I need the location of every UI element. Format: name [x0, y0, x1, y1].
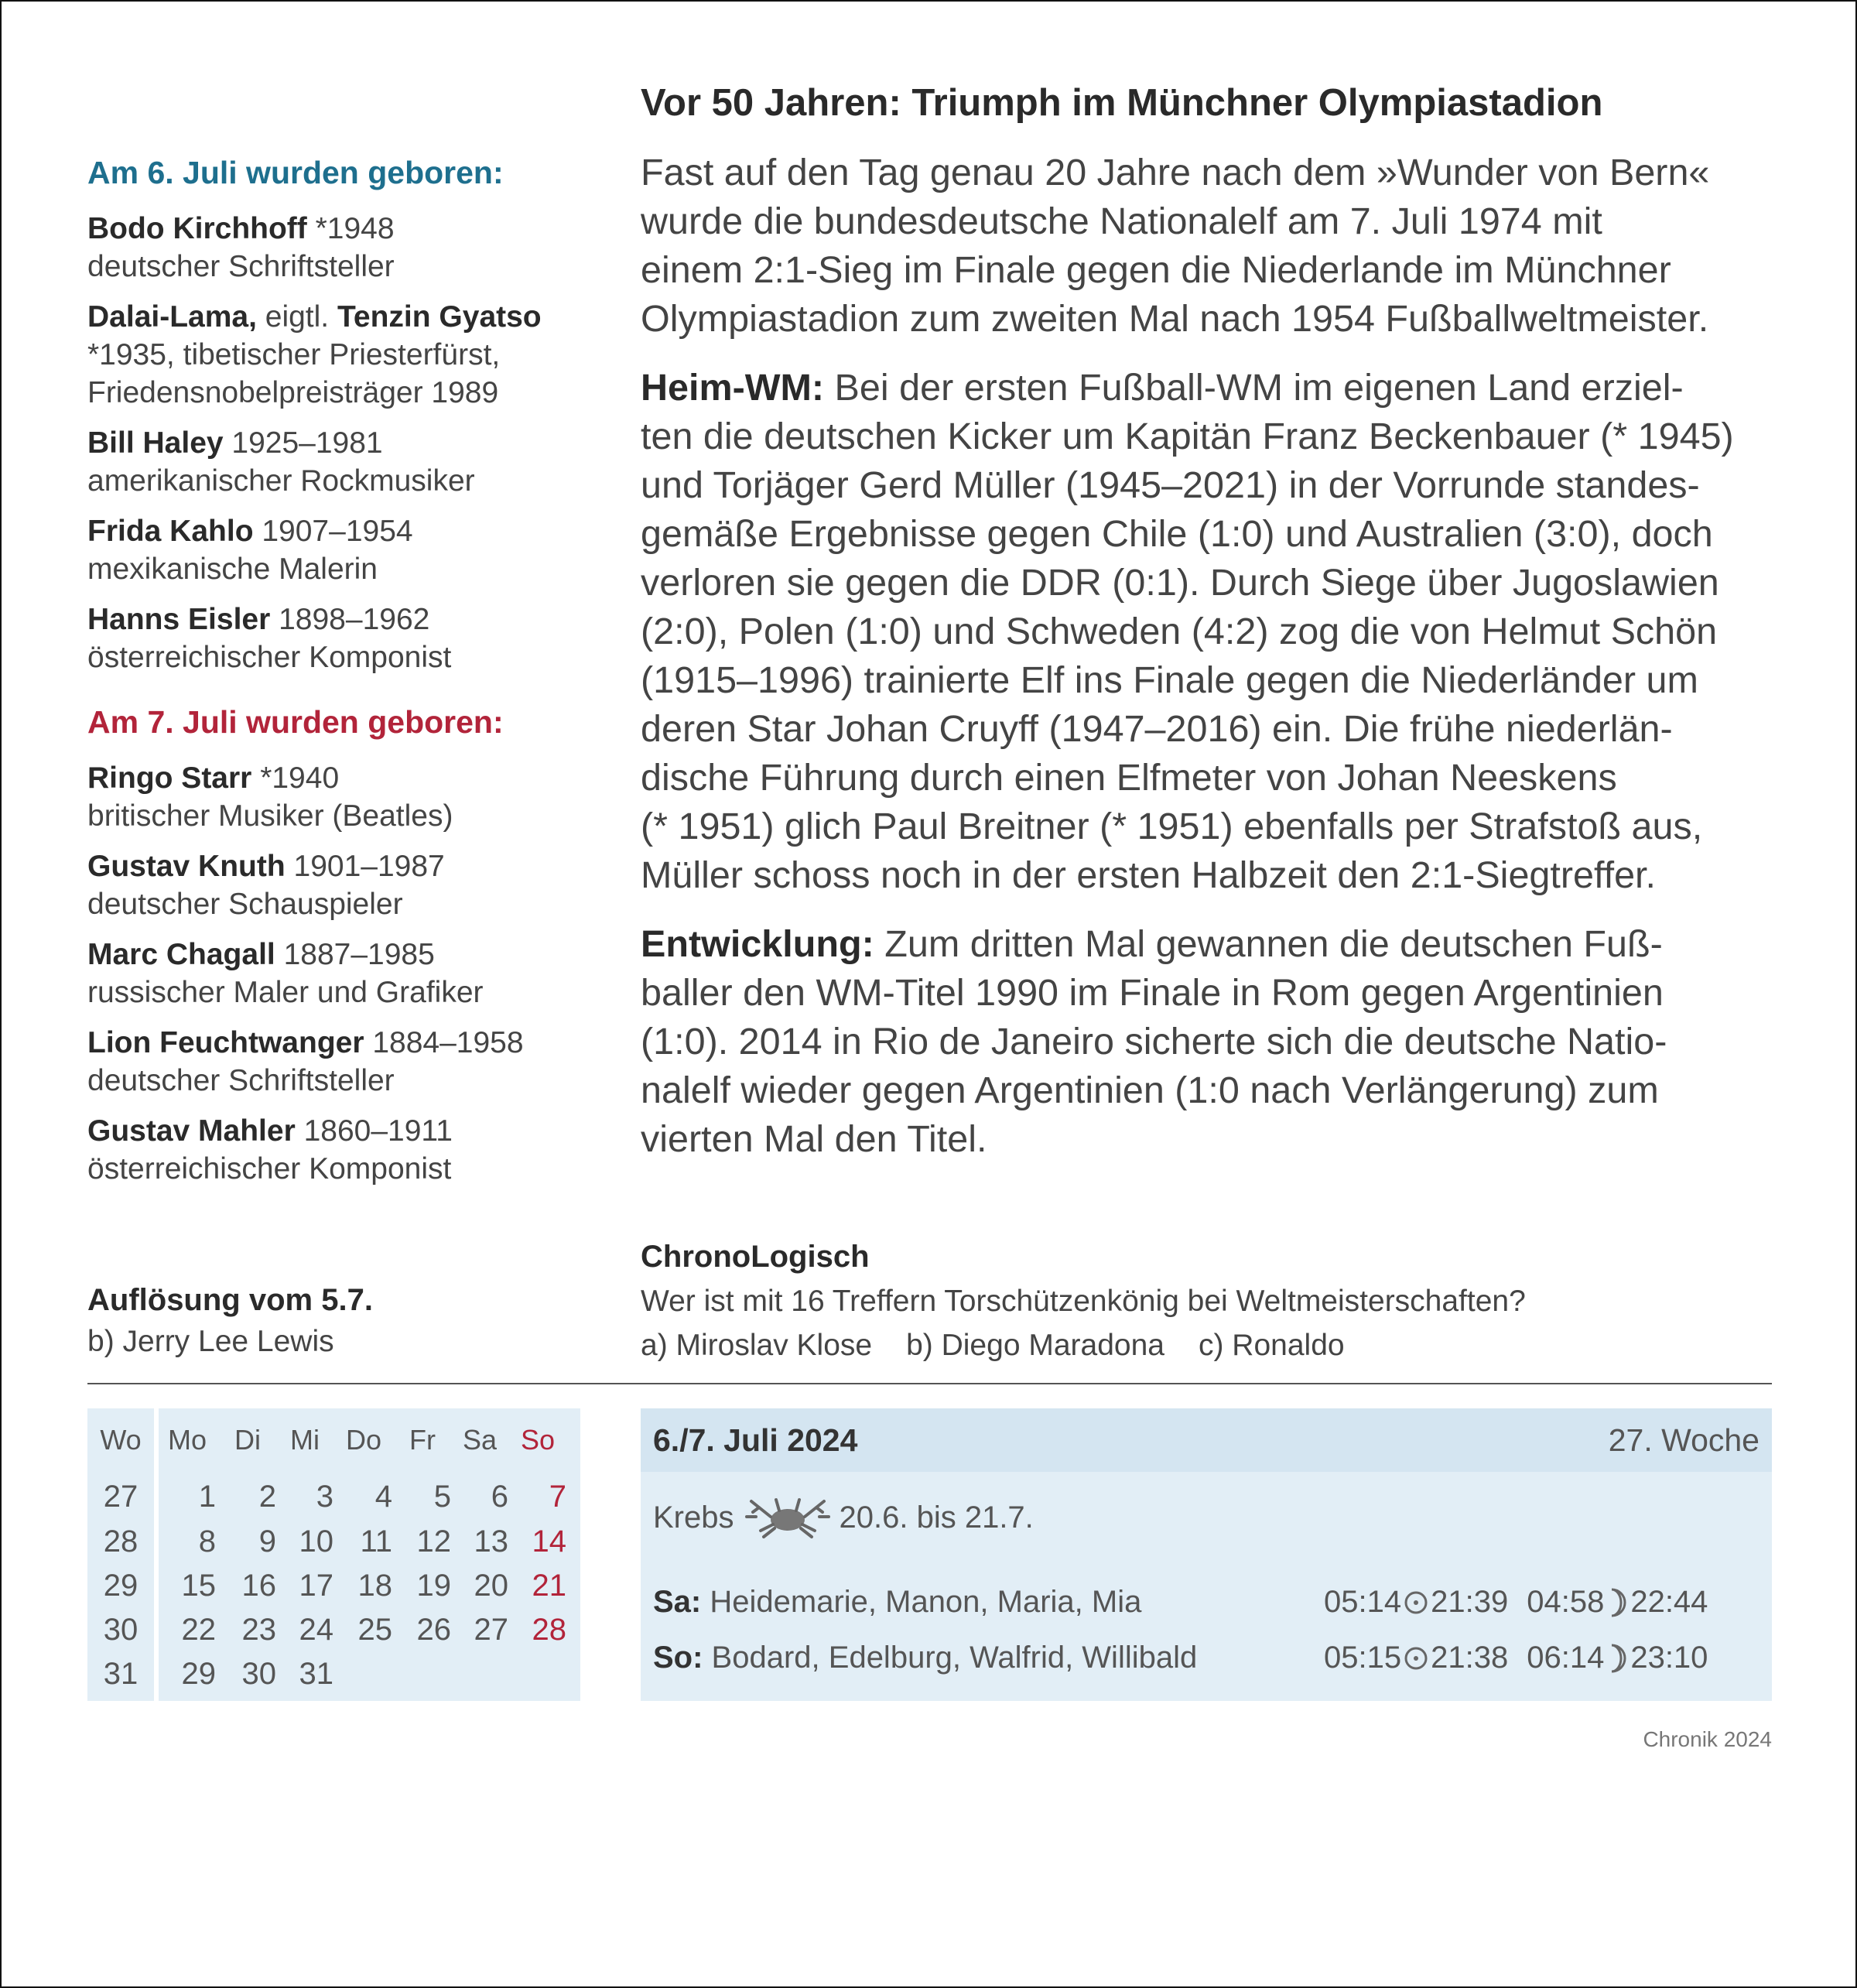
sunset-time: 21:38 [1431, 1641, 1509, 1675]
calendar-day: 25 [357, 1613, 392, 1647]
calendar-day: 4 [374, 1480, 392, 1514]
person-name: Lion Feuchtwanger [87, 1026, 364, 1059]
moonset-time: 22:44 [1630, 1585, 1708, 1619]
calendar-day: 2 [258, 1480, 276, 1514]
text-line [641, 920, 1772, 969]
article-title: Vor 50 Jahren: Triumph im Münchner Olympiastadion [641, 82, 1603, 124]
text-line [641, 364, 1772, 412]
calendar-day: 17 [299, 1569, 333, 1603]
saturday-sun-moon [1324, 1585, 1708, 1620]
calendar-day: 27 [474, 1613, 508, 1647]
calendar-day: 14 [532, 1524, 566, 1559]
calendar-header-fr: Fr [409, 1424, 436, 1456]
text-line: einem 2:1-Sieg im Finale gegen die Niederlande im Münchner [641, 249, 1671, 291]
text-line: (2:0), Polen (1:0) und Schweden (4:2) zog die von Helmut Schön [641, 611, 1718, 652]
article [641, 77, 1772, 1184]
calendar-day: 6 [491, 1480, 508, 1514]
calendar-day: 5 [433, 1480, 451, 1514]
person-dates: 1907–1954 [253, 515, 413, 548]
text-line: nalelf wieder gegen Argentinien (1:0 nach Verlängerung) zum [641, 1069, 1659, 1111]
person-description: österreichischer Komponist [87, 641, 452, 674]
calendar-week-number: 30 [103, 1613, 139, 1647]
person-description: amerikanischer Rockmusiker [87, 464, 475, 498]
person-name: Bill Haley [87, 426, 224, 460]
born-july6-heading: Am 6. Juli wurden geboren: [87, 155, 504, 190]
text-fragment: Zum dritten Mal gewannen die deutschen Fuß- [874, 923, 1663, 965]
info-date: 6./7. Juli 2024 [653, 1422, 858, 1458]
calendar-day: 10 [299, 1524, 333, 1559]
calendar-header-di: Di [234, 1424, 261, 1456]
paragraph-label: Heim-WM: [641, 367, 825, 409]
text-line: wurde die bundesdeutsche Nationalelf am 7. Juli 1974 mit [641, 200, 1602, 242]
text-line: (1:0). 2014 in Rio de Janeiro sicherte sich die deutsche Natio- [641, 1021, 1667, 1062]
quiz-question: Wer ist mit 16 Treffern Torschützenkönig bei Weltmeisterschaften? [641, 1285, 1526, 1318]
person-description: britischer Musiker (Beatles) [87, 799, 453, 833]
calendar-day: 8 [198, 1524, 216, 1559]
paragraph-label: Entwicklung: [641, 923, 874, 965]
person-description: russischer Maler und Grafiker [87, 976, 484, 1009]
moon-icon [1606, 1643, 1629, 1674]
calendar-day: 1 [198, 1480, 216, 1514]
calendar-header-wo: Wo [100, 1424, 142, 1456]
moonset-time: 23:10 [1630, 1641, 1708, 1675]
calendar-day: 31 [299, 1657, 333, 1691]
person-description: österreichischer Komponist [87, 1152, 452, 1186]
person-description: *1935, tibetischer Priesterfürst, [87, 338, 501, 371]
person-description: deutscher Schriftsteller [87, 250, 395, 283]
person-entry [87, 759, 598, 835]
person-dates: 1898–1962 [270, 603, 430, 636]
person-name: Hanns Eisler [87, 603, 271, 636]
person-name: Marc Chagall [87, 938, 275, 971]
quiz-heading: ChronoLogisch [641, 1240, 870, 1274]
moonrise-time: 04:58 [1527, 1585, 1605, 1619]
person-name: Gustav Knuth [87, 850, 286, 883]
text-line: (* 1951) glich Paul Breitner (* 1951) ebenfalls per Strafstoß aus, [641, 806, 1703, 847]
article-paragraph-entwicklung [641, 920, 1772, 1164]
calendar-header-mo: Mo [167, 1424, 207, 1456]
person-name: Gustav Mahler [87, 1114, 296, 1148]
day-info-box [641, 1408, 1772, 1701]
calendar-day: 15 [181, 1569, 216, 1603]
text-line: vierten Mal den Titel. [641, 1118, 987, 1160]
calendar-week-number: 28 [103, 1524, 139, 1559]
text-line: verloren sie gegen die DDR (0:1). Durch Siege über Jugoslawien [641, 562, 1719, 604]
quiz-option: b) Diego Maradona [906, 1329, 1164, 1362]
calendar-day: 3 [316, 1480, 333, 1514]
calendar-header-do: Do [345, 1424, 382, 1456]
footer-credit: Chronik 2024 [1643, 1727, 1772, 1751]
month-calendar [87, 1408, 580, 1701]
person-entry [87, 424, 598, 500]
zodiac-name: Krebs [653, 1500, 734, 1535]
calendar-day: 23 [241, 1613, 276, 1647]
calendar-week-number: 29 [103, 1569, 139, 1603]
sunrise-time: 05:14 [1324, 1585, 1402, 1619]
calendar-day: 28 [532, 1613, 566, 1647]
person-description: deutscher Schriftsteller [87, 1064, 395, 1097]
person-dates: 1884–1958 [364, 1026, 524, 1059]
person-dates: 1925–1981 [223, 426, 383, 460]
day-label: So: [653, 1641, 703, 1675]
calendar-day: 7 [549, 1480, 566, 1514]
text-line: Olympiastadion zum zweiten Mal nach 1954 Fußballweltmeister. [641, 298, 1709, 340]
info-week: 27. Woche [1608, 1422, 1760, 1458]
zodiac-line [653, 1494, 1034, 1541]
calendar-day: 13 [474, 1524, 508, 1559]
text-line: baller den WM-Titel 1990 im Finale in Rom gegen Argentinien [641, 972, 1664, 1014]
crab-icon [745, 1494, 830, 1541]
calendar-header-so: So [520, 1424, 556, 1456]
quiz-option: a) Miroslav Klose [641, 1329, 873, 1362]
text-line: (1915–1996) trainierte Elf ins Finale gegen die Niederländer um [641, 659, 1698, 701]
text-line: und Torjäger Gerd Müller (1945–2021) in der Vorrunde standes- [641, 464, 1700, 506]
zodiac-range: 20.6. bis 21.7. [839, 1500, 1034, 1535]
text-line: dische Führung durch einen Elfmeter von Johan Neeskens [641, 757, 1617, 799]
chronologisch-quiz [641, 1234, 1526, 1367]
person-dates: 1887–1985 [275, 938, 435, 971]
sunday-sun-moon [1324, 1641, 1708, 1675]
text-fragment: Bei der ersten Fußball-WM im eigenen Land erziel- [824, 367, 1684, 409]
calendar-day: 20 [474, 1569, 508, 1603]
person-name: Dalai-Lama, [87, 300, 257, 334]
birthdays-column [87, 155, 598, 1200]
person-name: Ringo Starr [87, 761, 252, 795]
sun-icon [1403, 1589, 1429, 1616]
text-line: deren Star Johan Cruyff (1947–2016) ein. Die frühe niederlän- [641, 708, 1673, 750]
calendar-day: 18 [357, 1569, 392, 1603]
quiz-option: c) Ronaldo [1198, 1329, 1345, 1362]
calendar-day: 9 [258, 1524, 276, 1559]
person-name: Frida Kahlo [87, 515, 254, 548]
person-note: eigtl. [256, 300, 337, 334]
solution-heading: Auflösung vom 5.7. [87, 1283, 373, 1317]
calendar-day: 22 [181, 1613, 216, 1647]
person-name: Bodo Kirchhoff [87, 212, 307, 245]
day-label: Sa: [653, 1585, 702, 1619]
name-days: Heidemarie, Manon, Maria, Mia [701, 1585, 1142, 1619]
text-line: gemäße Ergebnisse gegen Chile (1:0) und Australien (3:0), doch [641, 513, 1713, 555]
sunrise-time: 05:15 [1324, 1641, 1402, 1675]
calendar-day: 29 [181, 1657, 216, 1691]
person-entry [87, 1024, 598, 1100]
person-dates: 1860–1911 [295, 1114, 453, 1148]
person-entry [87, 847, 598, 923]
text-line: Fast auf den Tag genau 20 Jahre nach dem »Wunder von Bern« [641, 152, 1710, 193]
person-entry [87, 298, 598, 412]
person-dates: *1940 [251, 761, 340, 795]
calendar-day: 16 [241, 1569, 276, 1603]
moonrise-time: 06:14 [1527, 1641, 1605, 1675]
quiz-options [641, 1323, 1526, 1367]
sunday-names [653, 1641, 1197, 1675]
saturday-names [653, 1585, 1141, 1620]
calendar-day: 24 [299, 1613, 333, 1647]
article-intro [641, 149, 1772, 344]
calendar-header-sa: Sa [462, 1424, 498, 1456]
person-dates: 1901–1987 [285, 850, 445, 883]
calendar-week-number: 27 [103, 1480, 139, 1514]
sun-icon [1403, 1645, 1429, 1671]
name-days: Bodard, Edelburg, Walfrid, Willibald [703, 1641, 1198, 1675]
person-entry [87, 601, 598, 676]
divider [87, 1383, 1772, 1384]
person-description: mexikanische Malerin [87, 553, 378, 586]
person-entry [87, 1112, 598, 1188]
born-july7-heading: Am 7. Juli wurden geboren: [87, 704, 504, 740]
person-entry [87, 936, 598, 1011]
calendar-day: 26 [416, 1613, 451, 1647]
calendar-day: 21 [532, 1569, 566, 1603]
person-description: deutscher Schauspieler [87, 888, 403, 921]
person-entry [87, 512, 598, 588]
sunset-time: 21:39 [1431, 1585, 1509, 1619]
text-line: Müller schoss noch in der ersten Halbzeit den 2:1-Siegtreffer. [641, 854, 1656, 896]
person-name-alt: Tenzin Gyatso [337, 300, 542, 334]
calendar-week-number: 31 [103, 1657, 139, 1691]
solution-text: b) Jerry Lee Lewis [87, 1325, 334, 1358]
moon-icon [1606, 1587, 1629, 1618]
person-description: Friedensnobelpreisträger 1989 [87, 376, 499, 409]
calendar-header-mi: Mi [290, 1424, 320, 1456]
calendar-day: 11 [360, 1524, 392, 1559]
calendar-day: 30 [241, 1657, 276, 1691]
person-entry [87, 210, 598, 286]
solution-block [87, 1281, 373, 1364]
person-dates: *1948 [306, 212, 395, 245]
article-paragraph-heim-wm [641, 364, 1772, 900]
calendar-day: 12 [416, 1524, 451, 1559]
calendar-day: 19 [416, 1569, 451, 1603]
text-line: ten die deutschen Kicker um Kapitän Franz Beckenbauer (* 1945) [641, 416, 1734, 457]
